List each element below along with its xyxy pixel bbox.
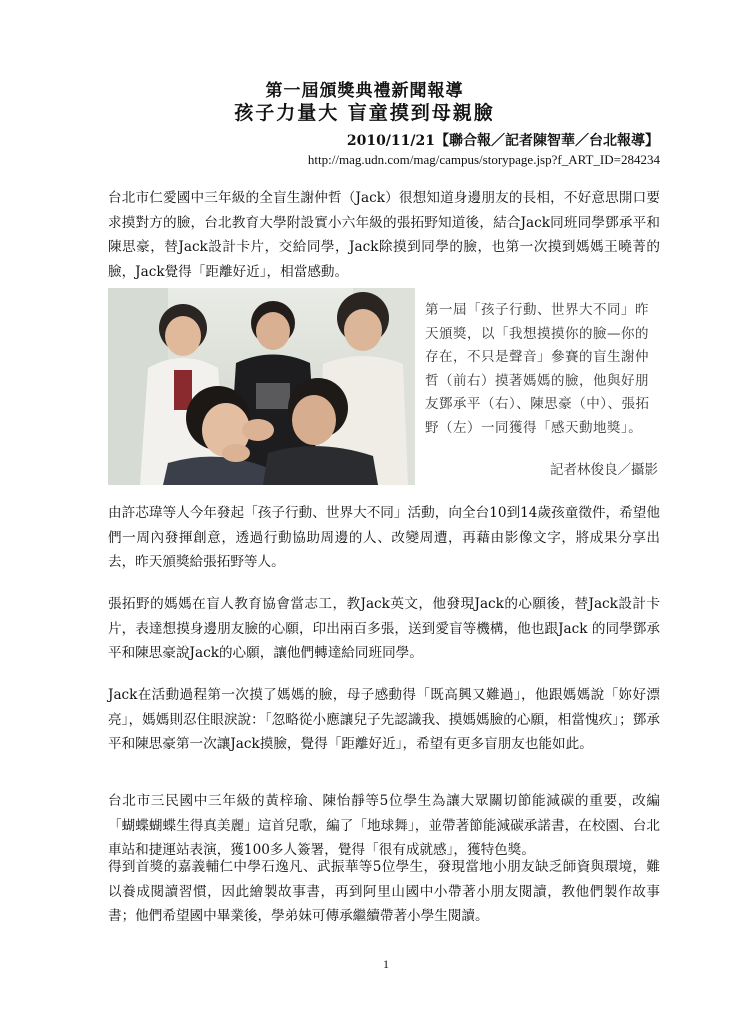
article-paragraph-5: 台北市三民國中三年級的黃梓瑜、陳怡靜等5位學生為讓大眾關切節能減碳的重要，改編「蝴蝶蝴蝶生得真美麗」這首兒歌，編了「地球舞」，並帶著節能減碳承諾書，在校園、台北車站和捷運站表演，獲100多人簽署，覺得「很有成就感」，獲特色獎。 [108, 793, 660, 858]
article-paragraph-6: 得到首獎的嘉義輔仁中學石逸凡、武振華等5位學生，發現當地小朋友缺乏師資與環境，難以養成閱讀習慣，因此繪製故事書，再到阿里山國中小帶著小朋友閱讀，教他們製作故事書；他們希望國中畢業後，學弟妹可傳承繼續帶著小學生閱讀。 [108, 859, 660, 924]
byline: 2010/11/21【聯合報／記者陳智華／台北報導】 [346, 133, 659, 149]
series-title: 第一屆頒獎典禮新聞報導 [265, 81, 464, 101]
article-paragraph-4: Jack在活動過程第一次摸了媽媽的臉，母子感動得「既高興又難過」，他跟媽媽說「妳好漂亮」，媽媽則忍住眼淚說：「忽略從小應讓兒子先認識我、摸媽媽臉的心願，相當愧疚」；鄧承平和陳思豪第一次讓Jack摸臉，覺得「距離好近」，希望有更多盲朋友也能如此。 [108, 687, 660, 752]
source-url: http://mag.udn.com/mag/campus/storypage.jsp?f_ART_ID=284234 [307, 152, 660, 167]
article-paragraph-1: 台北市仁愛國中三年級的全盲生謝仲哲（Jack）很想知道身邊朋友的長相，不好意思開口要求摸對方的臉，台北教育大學附設實小六年級的張拓野知道後，結合Jack同班同學鄧承平和陳思豪，替Jack設計卡片，交給同學，Jack除摸到同學的臉，也第一次摸到媽媽王曉菁的臉，Jack覺得「距離好近」，相當感動。 [108, 190, 660, 280]
photo-credit: 記者林俊良／攝影 [550, 462, 658, 478]
news-photo [108, 288, 415, 485]
article-paragraph-3: 張拓野的媽媽在盲人教育協會當志工，教Jack英文，他發現Jack的心願後，替Jack設計卡片，表達想摸身邊朋友臉的心願，印出兩百多張，送到愛盲等機構，他也跟Jack 的同學鄧承平和陳思豪說Jack的心願，讓他們轉達給同班同學。 [108, 596, 660, 661]
headline: 孩子力量大 盲童摸到母親臉 [234, 102, 495, 124]
article-paragraph-2: 由許芯瑋等人今年發起「孩子行動、世界大不同」活動，向全台10到14歲孩童徵件，希望他們一周內發揮創意，透過行動協助周邊的人、改變周遭，再藉由影像文字，將成果分享出去，昨天頒獎給張拓野等人。 [108, 505, 660, 570]
photo-caption: 第一屆「孩子行動、世界大不同」昨天頒獎，以「我想摸摸你的臉—你的存在，不只是聲音」參賽的盲生謝仲哲（前右）摸著媽媽的臉，他與好朋友鄧承平（右）、陳思豪（中）、張拓野（左）一同獲得「感天動地獎」。 [425, 302, 650, 436]
page-number: 1 [383, 957, 389, 971]
